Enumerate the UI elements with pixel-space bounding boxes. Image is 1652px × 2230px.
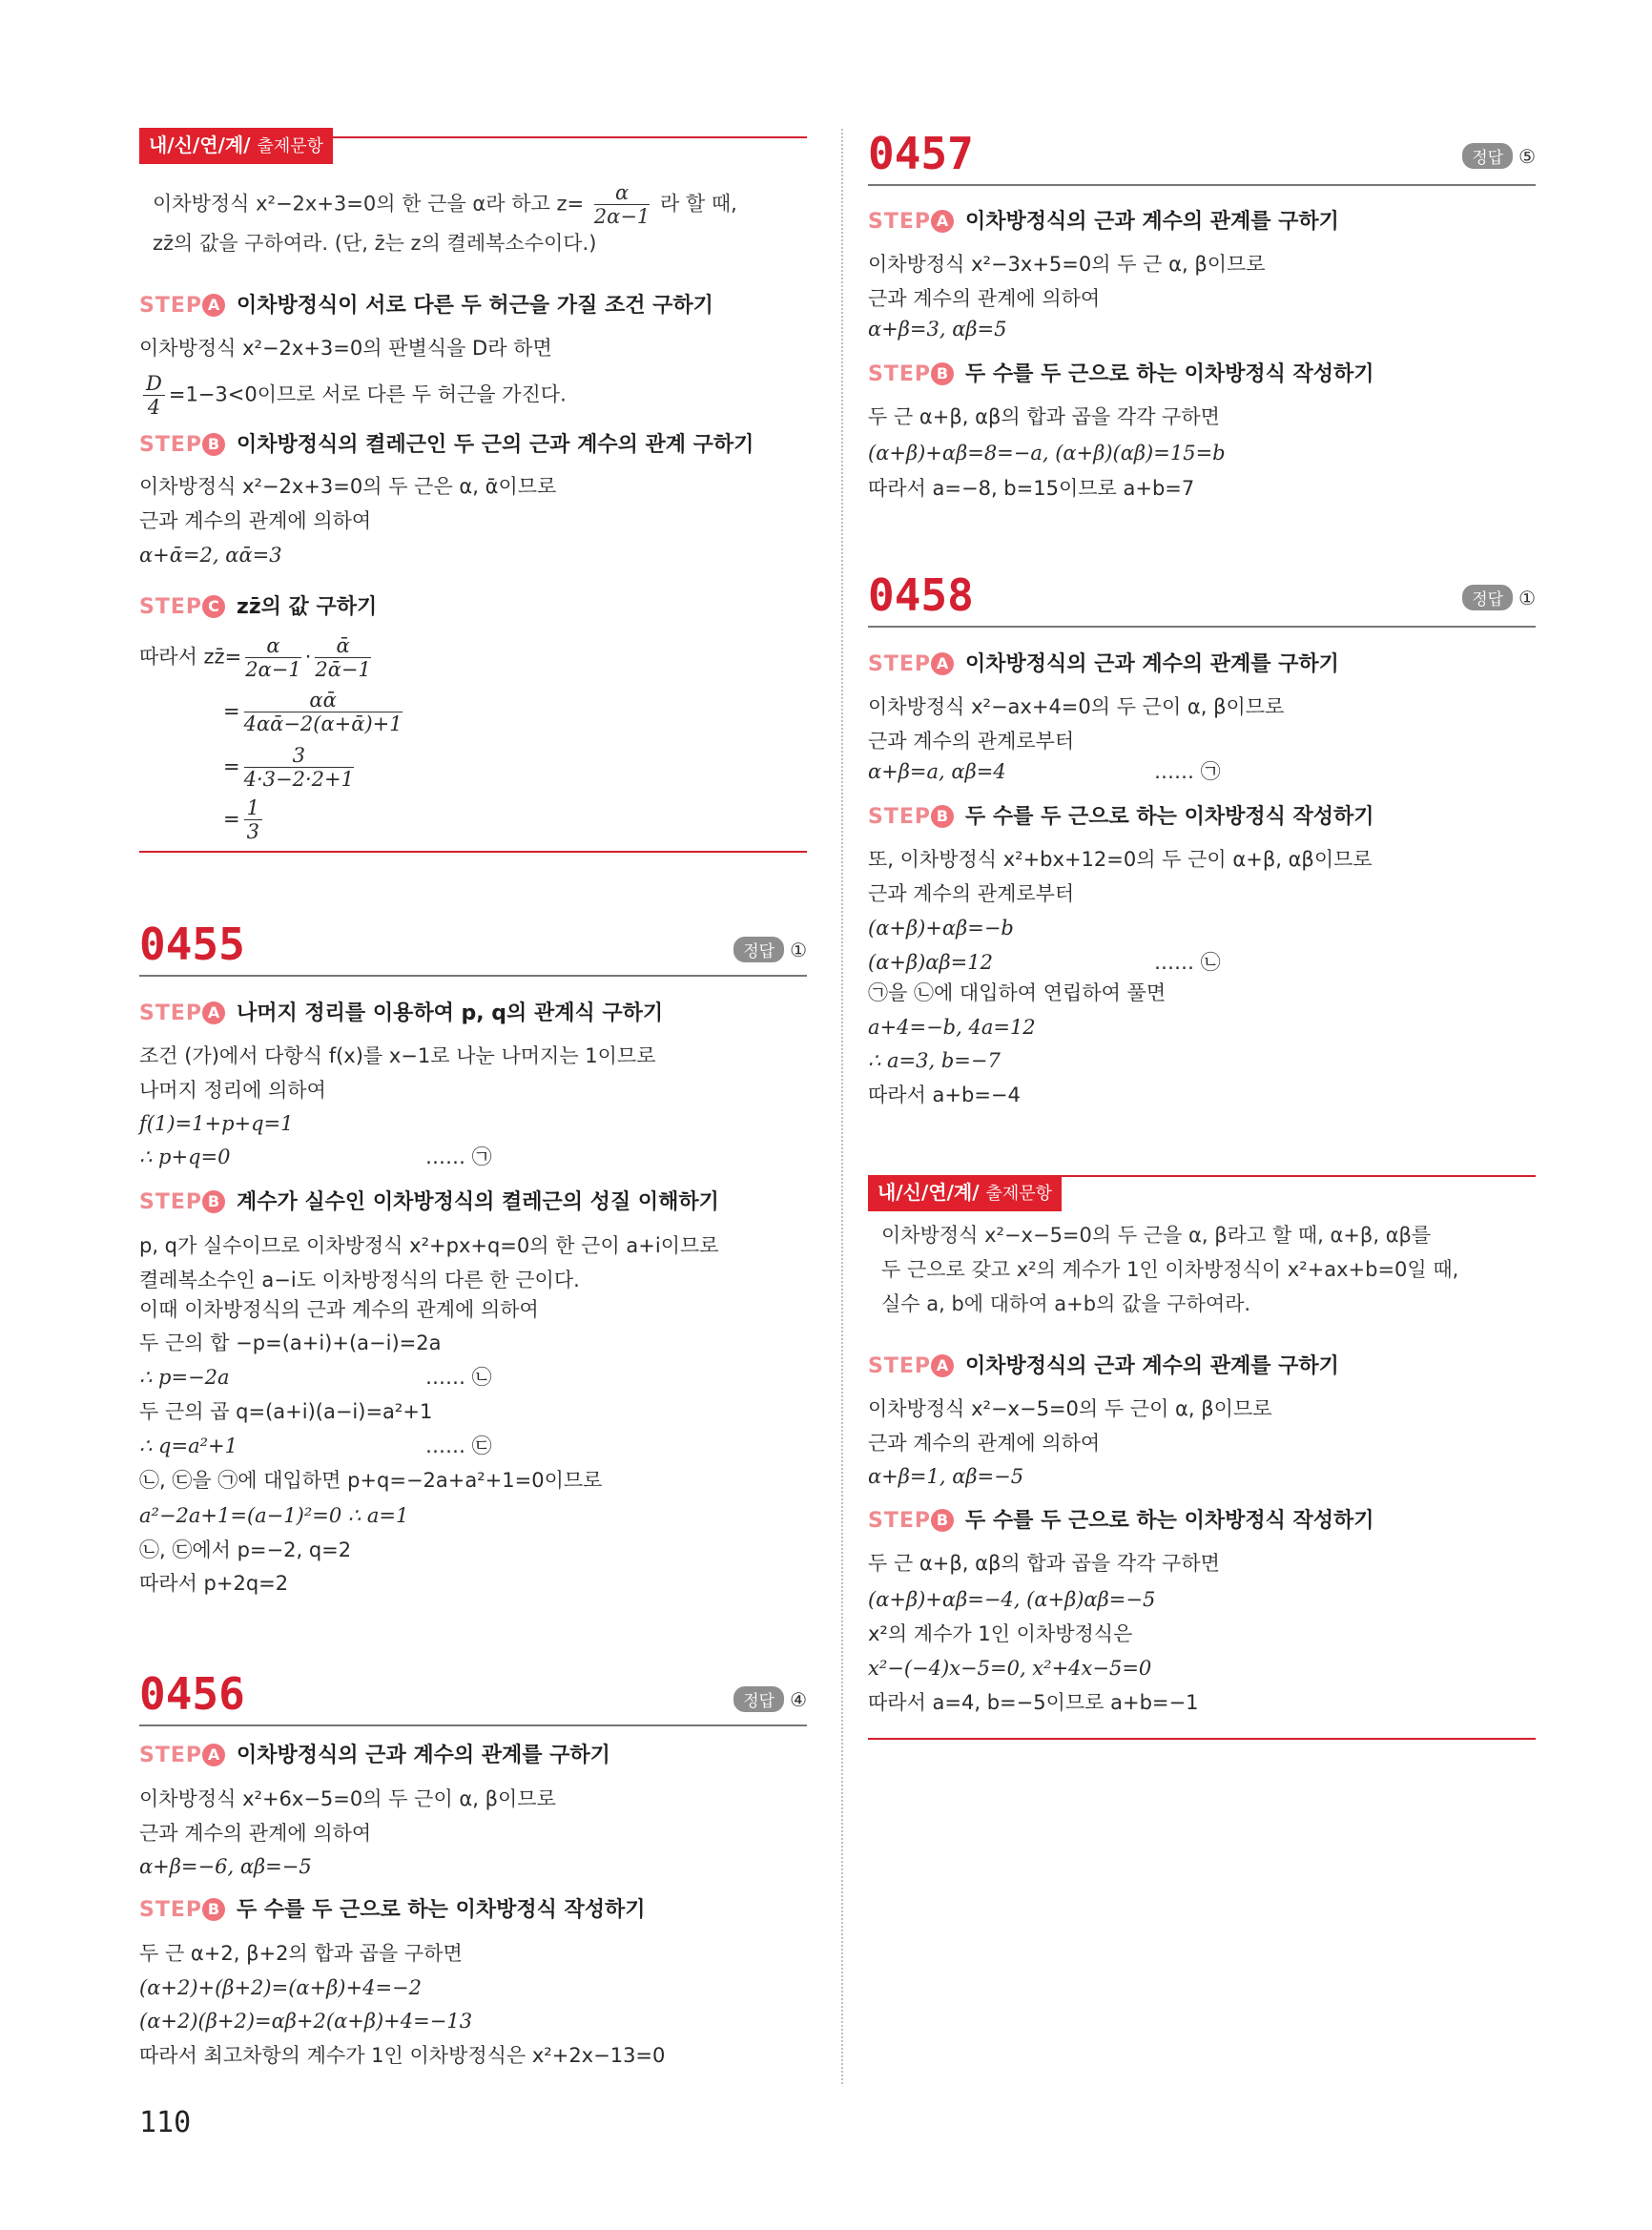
- text-line: a²−2a+1=(a−1)²=0 ∴ a=1: [139, 1504, 409, 1527]
- equation-marker: …… ㉡: [425, 1366, 492, 1389]
- text-line: ∴ q=a²+1: [139, 1435, 237, 1457]
- column-divider: [841, 129, 843, 2084]
- step-title: zz̄의 값 구하기: [237, 595, 378, 619]
- step-b-heading: [139, 1188, 719, 1217]
- equation-marker: …… ㉠: [1154, 760, 1221, 783]
- calc-line-1: [139, 634, 375, 681]
- text-line: ∴ p=−2a: [139, 1366, 230, 1389]
- page-number: 110: [139, 2106, 192, 2139]
- answer-badge: 정답: [733, 1686, 784, 1712]
- equation-marker: …… ㉢: [425, 1435, 492, 1457]
- step-title: 두 수를 두 근으로 하는 이차방정식 작성하기: [237, 1898, 646, 1922]
- text-line: 근과 계수의 관계로부터: [868, 730, 1075, 753]
- answer-value: ①: [790, 939, 807, 961]
- step-b-heading: [868, 361, 1374, 389]
- naesin-question-line2: zz̄의 값을 구하여라. (단, z̄는 z의 켤레복소수이다.): [153, 232, 597, 255]
- problem-rule: [868, 626, 1536, 628]
- step-letter-b: B: [931, 805, 954, 828]
- answer-badge: 정답: [733, 937, 784, 962]
- problem-rule: [139, 1724, 807, 1726]
- text-line: 이차방정식 x²−3x+5=0의 두 근 α, β이므로: [868, 253, 1266, 276]
- eq: =: [223, 699, 240, 723]
- frac-num: 1: [244, 796, 262, 820]
- naesin-question-line: 실수 a, b에 대하여 a+b의 값을 구하여라.: [881, 1292, 1251, 1315]
- fraction: [245, 634, 301, 681]
- answer-badge: 정답: [1462, 143, 1513, 169]
- problem-number-0457: 0457: [868, 128, 974, 179]
- text-line: 따라서 a=−8, b=15이므로 a+b=7: [868, 477, 1195, 500]
- step-title: 이차방정식의 근과 계수의 관계를 구하기: [237, 1744, 610, 1767]
- step-letter-c: C: [202, 595, 225, 618]
- text-line: ∴ a=3, b=−7: [868, 1049, 1001, 1072]
- text-line: 근과 계수의 관계에 의하여: [139, 509, 372, 532]
- frac-den: 4: [147, 396, 161, 419]
- frac-den: 4·3−2·2+1: [243, 768, 354, 791]
- step-label: STEP: [139, 1898, 203, 1922]
- naesin-label-text: 내/신/연/계/: [149, 134, 251, 156]
- step-letter-a: A: [202, 1001, 225, 1024]
- text-line: f(1)=1+p+q=1: [139, 1112, 294, 1135]
- step-b-heading: [139, 1896, 646, 1925]
- step-a-heading: [868, 650, 1339, 679]
- q1-fraction: [594, 181, 650, 228]
- text-line: 따라서 최고차항의 계수가 1인 이차방정식은 x²+2x−13=0: [139, 2044, 666, 2067]
- problem-number-0456: 0456: [139, 1668, 245, 1720]
- step-title: 계수가 실수인 이차방정식의 켤레근의 성질 이해하기: [237, 1190, 719, 1214]
- frac-den: 2α−1: [245, 658, 301, 681]
- step-letter-b: B: [202, 433, 225, 456]
- eq: =: [223, 807, 240, 831]
- step-letter-a: A: [931, 210, 954, 233]
- equation-marker: …… ㉡: [1154, 951, 1221, 974]
- step-label: STEP: [868, 805, 932, 829]
- frac-den: 2ᾱ−1: [315, 658, 371, 681]
- calc-line-3: [223, 744, 358, 791]
- step-a-heading: [139, 292, 713, 320]
- step-a-heading: [139, 1000, 663, 1028]
- text-line: 이차방정식 x²−x−5=0의 두 근이 α, β이므로: [868, 1397, 1272, 1420]
- step-label: STEP: [139, 595, 203, 619]
- q1-text-a: 이차방정식 x²−2x+3=0의 한 근을 α라 하고 z=: [153, 192, 585, 216]
- problem-rule: [868, 184, 1536, 186]
- step-title: 이차방정식이 서로 다른 두 허근을 가질 조건 구하기: [237, 294, 713, 318]
- step-letter-b: B: [202, 1898, 225, 1921]
- step-letter-a: A: [202, 1744, 225, 1766]
- answer-0455: [733, 937, 807, 962]
- step-label: STEP: [139, 433, 203, 457]
- step-label: STEP: [868, 210, 932, 234]
- step-label: STEP: [139, 1001, 203, 1025]
- step-c-heading: [139, 593, 377, 622]
- step-title: 이차방정식의 켤레근인 두 근의 근과 계수의 관계 구하기: [237, 433, 754, 457]
- fraction: [315, 634, 371, 681]
- naesin-label-sub: 출제문항: [257, 136, 324, 156]
- step-a-heading: [868, 208, 1339, 237]
- answer-0457: [1462, 143, 1536, 169]
- text: 따라서 zz̄=: [139, 645, 242, 669]
- fraction: [244, 689, 403, 735]
- text: =1−3<0이므로 서로 다른 두 허근을 가진다.: [168, 382, 567, 406]
- text-line: ∴ p+q=0: [139, 1146, 231, 1168]
- text-line: 이차방정식 x²−2x+3=0의 두 근은 α, ᾱ이므로: [139, 475, 557, 498]
- problem-number-0458: 0458: [868, 569, 974, 621]
- answer-0456: [733, 1686, 807, 1712]
- step-title: 두 수를 두 근으로 하는 이차방정식 작성하기: [965, 362, 1374, 386]
- fraction: [244, 744, 354, 791]
- text-line: α+β=a, αβ=4: [868, 760, 1006, 783]
- text-line: 이때 이차방정식의 근과 계수의 관계에 의하여: [139, 1298, 539, 1321]
- text-line: 또, 이차방정식 x²+bx+12=0의 두 근이 α+β, αβ이므로: [868, 848, 1373, 871]
- step-label: STEP: [139, 294, 203, 318]
- text-line: 이차방정식 x²+6x−5=0의 두 근이 α, β이므로: [139, 1787, 556, 1810]
- frac-num: 3: [244, 744, 354, 768]
- frac-num: α: [245, 634, 301, 658]
- step-label: STEP: [868, 1354, 932, 1378]
- text-line: 두 근 α+β, αβ의 합과 곱을 각각 구하면: [868, 405, 1220, 428]
- step-title: 이차방정식의 근과 계수의 관계를 구하기: [965, 210, 1339, 234]
- text-line: ㉠을 ㉡에 대입하여 연립하여 풀면: [868, 981, 1167, 1004]
- text-line: (α+β)+αβ=−b: [868, 917, 1014, 939]
- step-b-heading: [868, 803, 1374, 832]
- step-letter-b: B: [931, 362, 954, 385]
- step-letter-b: B: [931, 1509, 954, 1532]
- text-line: 두 근 α+2, β+2의 합과 곱을 구하면: [139, 1942, 463, 1965]
- step-label: STEP: [139, 1190, 203, 1214]
- text-line: 근과 계수의 관계에 의하여: [139, 1822, 372, 1845]
- text-line: x²의 계수가 1인 이차방정식은: [868, 1622, 1133, 1645]
- naesin-question-line: 이차방정식 x²−x−5=0의 두 근을 α, β라고 할 때, α+β, αβ를: [881, 1224, 1432, 1247]
- text-line: ㉡, ㉢을 ㉠에 대입하면 p+q=−2a+a²+1=0이므로: [139, 1469, 603, 1492]
- dot: ·: [304, 645, 312, 669]
- text-line: ㉡, ㉢에서 p=−2, q=2: [139, 1538, 352, 1561]
- step-letter-a: A: [202, 294, 225, 317]
- step-title: 두 수를 두 근으로 하는 이차방정식 작성하기: [965, 805, 1374, 829]
- answer-value: ⑤: [1518, 145, 1536, 168]
- text-line: 두 근의 합 −p=(a+i)+(a−i)=2a: [139, 1332, 442, 1354]
- frac-num: αᾱ: [244, 689, 403, 712]
- naesin-question-line: 두 근으로 갖고 x²의 계수가 1인 이차방정식이 x²+ax+b=0일 때,: [881, 1258, 1459, 1281]
- text-line: 이차방정식 x²−2x+3=0의 판별식을 D라 하면: [139, 337, 552, 360]
- frac-num: ᾱ: [315, 634, 371, 658]
- text-line: x²−(−4)x−5=0, x²+4x−5=0: [868, 1657, 1152, 1680]
- text-line: (α+β)+αβ=−4, (α+β)αβ=−5: [868, 1588, 1156, 1611]
- naesin-label: [139, 128, 333, 164]
- naesin-question-line1: [153, 181, 737, 228]
- equation-marker: …… ㉠: [425, 1146, 492, 1168]
- calc-line-4: [223, 796, 266, 843]
- text-line: 나머지 정리에 의하여: [139, 1079, 326, 1102]
- naesin-label: [868, 1175, 1062, 1211]
- naesin-label-text: 내/신/연/계/: [878, 1181, 980, 1204]
- text-line: α+ᾱ=2, αᾱ=3: [139, 544, 282, 567]
- text-line: 근과 계수의 관계에 의하여: [868, 1432, 1101, 1455]
- text-line: (α+β)+αβ=8=−a, (α+β)(αβ)=15=b: [868, 442, 1226, 465]
- naesin-label-sub: 출제문항: [985, 1184, 1053, 1204]
- text-line: 따라서 a=4, b=−5이므로 a+b=−1: [868, 1691, 1199, 1714]
- text-line: α+β=3, αβ=5: [868, 318, 1007, 341]
- step-title: 두 수를 두 근으로 하는 이차방정식 작성하기: [965, 1509, 1374, 1533]
- frac-den: 3: [246, 820, 259, 843]
- text-line: 두 근 α+β, αβ의 합과 곱을 각각 구하면: [868, 1552, 1220, 1575]
- text-line: 조건 (가)에서 다항식 f(x)를 x−1로 나눈 나머지는 1이므로: [139, 1044, 656, 1067]
- text-line: 근과 계수의 관계에 의하여: [868, 287, 1101, 310]
- text-line: (α+2)+(β+2)=(α+β)+4=−2: [139, 1976, 423, 1999]
- text-line: a+4=−b, 4a=12: [868, 1016, 1036, 1039]
- answer-value: ④: [790, 1688, 807, 1711]
- answer-badge: 정답: [1462, 585, 1513, 610]
- step-b-heading: [868, 1507, 1374, 1536]
- step-b-heading: [139, 431, 754, 460]
- calc-line-2: [223, 689, 406, 735]
- problem-rule: [139, 975, 807, 977]
- eq: =: [223, 754, 240, 778]
- frac-num: D: [143, 372, 165, 396]
- step-a-heading: [868, 1352, 1339, 1381]
- text-line: [139, 372, 567, 419]
- answer-value: ①: [1518, 587, 1536, 609]
- step-label: STEP: [139, 1744, 203, 1767]
- step-title: 나머지 정리를 이용하여 p, q의 관계식 구하기: [237, 1001, 664, 1025]
- text-line: 따라서 p+2q=2: [139, 1572, 289, 1595]
- text-line: α+β=−6, αβ=−5: [139, 1855, 312, 1878]
- text-line: p, q가 실수이므로 이차방정식 x²+px+q=0의 한 근이 a+i이므로: [139, 1234, 719, 1257]
- step-letter-a: A: [931, 1354, 954, 1377]
- q1-frac-den: 2α−1: [593, 205, 650, 228]
- text-line: 근과 계수의 관계로부터: [868, 882, 1075, 905]
- step-label: STEP: [868, 1509, 932, 1533]
- step-title: 이차방정식의 근과 계수의 관계를 구하기: [965, 652, 1339, 676]
- problem-number-0455: 0455: [139, 919, 245, 970]
- text-line: 따라서 a+b=−4: [868, 1084, 1021, 1106]
- text-line: (α+2)(β+2)=αβ+2(α+β)+4=−13: [139, 2010, 473, 2033]
- step-letter-a: A: [931, 652, 954, 675]
- step-a-heading: [139, 1742, 610, 1770]
- text-line: α+β=1, αβ=−5: [868, 1465, 1024, 1488]
- step-letter-b: B: [202, 1190, 225, 1213]
- q1-text-b: 라 할 때,: [659, 192, 737, 216]
- text-line: 두 근의 곱 q=(a+i)(a−i)=a²+1: [139, 1400, 433, 1423]
- text-line: 이차방정식 x²−ax+4=0의 두 근이 α, β이므로: [868, 695, 1285, 718]
- section-end-rule: [868, 1738, 1536, 1740]
- step-label: STEP: [868, 362, 932, 386]
- section-end-rule: [139, 851, 807, 853]
- step-label: STEP: [868, 652, 932, 676]
- fraction: [244, 796, 262, 843]
- fraction: [143, 372, 165, 419]
- text-line: (α+β)αβ=12: [868, 951, 993, 974]
- answer-0458: [1462, 585, 1536, 610]
- frac-den: 4αᾱ−2(α+ᾱ)+1: [243, 712, 403, 735]
- q1-frac-num: α: [594, 181, 650, 205]
- text-line: 켤레복소수인 a−i도 이차방정식의 다른 한 근이다.: [139, 1269, 580, 1291]
- step-title: 이차방정식의 근과 계수의 관계를 구하기: [965, 1354, 1339, 1378]
